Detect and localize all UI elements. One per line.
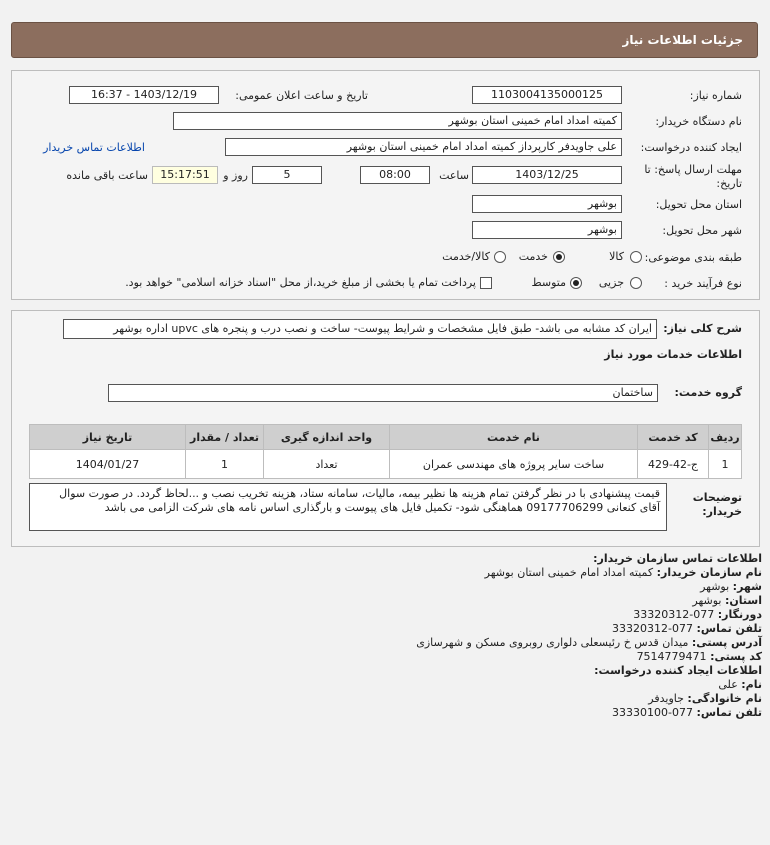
- contact-phone: تلفن تماس: 077-33320312: [612, 622, 762, 635]
- announce-label: تاریخ و ساعت اعلان عمومی:: [235, 89, 368, 102]
- proc-minor-radio[interactable]: [630, 277, 642, 289]
- remaining-label: ساعت باقی مانده: [66, 169, 148, 182]
- contact-title: اطلاعات تماس سازمان خریدار:: [593, 552, 762, 565]
- proc-minor-label: جزیی: [598, 276, 624, 289]
- creator-field: علی جاویدفر کارپرداز کمیته امداد امام خمینی استان بوشهر: [225, 138, 622, 156]
- contact-org: نام سازمان خریدار: کمیته امداد امام خمینی استان بوشهر: [484, 566, 762, 579]
- contact-province: استان: بوشهر: [692, 594, 762, 607]
- creator-label: ایجاد کننده درخواست:: [640, 141, 742, 154]
- notes-label-line1: توضیحات: [692, 491, 742, 504]
- col-code: کد خدمت: [638, 425, 709, 450]
- buyer-org-field: کمیته امداد امام خمینی استان بوشهر: [173, 112, 622, 130]
- category-label: طبقه بندی موضوعی:: [644, 251, 742, 264]
- cell-name: ساخت سایر پروژه های مهندسی عمران: [390, 450, 638, 479]
- cell-code: ج-42-429: [638, 450, 709, 479]
- col-unit: واحد اندازه گیری: [264, 425, 390, 450]
- col-date: تاریخ نیاز: [30, 425, 186, 450]
- announce-field: 1403/12/19 - 16:37: [69, 86, 219, 104]
- creator-title: اطلاعات ایجاد کننده درخواست:: [594, 664, 762, 677]
- province-label: استان محل تحویل:: [655, 198, 742, 211]
- creator-name: نام: علی: [718, 678, 762, 691]
- deadline-date-field: 1403/12/25: [472, 166, 622, 184]
- deadline-time-field: 08:00: [360, 166, 430, 184]
- notes-label: [693, 491, 742, 519]
- cat-service-label: خدمت: [518, 250, 548, 263]
- deadline-label-line1: مهلت ارسال پاسخ: تا: [644, 163, 742, 176]
- cell-row: 1: [709, 450, 742, 479]
- cat-service-radio[interactable]: [553, 251, 565, 263]
- cat-goods-service-label: کالا/خدمت: [442, 250, 490, 263]
- city-label: شهر محل تحویل:: [662, 224, 742, 237]
- deadline-time-label: ساعت: [439, 169, 469, 182]
- service-group-field: ساختمان: [108, 384, 658, 402]
- desc-label: شرح کلی نیاز:: [663, 322, 742, 335]
- col-name: نام خدمت: [390, 425, 638, 450]
- cell-qty: 1: [186, 450, 264, 479]
- page-header: [11, 22, 758, 58]
- process-label: نوع فرآیند خرید :: [664, 277, 742, 290]
- creator-family: نام خانوادگی: جاویدفر: [648, 692, 762, 705]
- proc-medium-label: متوسط: [531, 276, 566, 289]
- services-table: [29, 424, 742, 479]
- contact-city: شهر: بوشهر: [700, 580, 762, 593]
- province-field: بوشهر: [472, 195, 622, 213]
- contact-section: [0, 550, 770, 840]
- page-title: جزئیات اطلاعات نیاز: [622, 33, 743, 47]
- deadline-label-line2: تاریخ:: [716, 177, 742, 190]
- days-label: روز و: [223, 169, 248, 182]
- need-number-label: شماره نیاز:: [689, 89, 742, 102]
- days-field: 5: [252, 166, 322, 184]
- cat-goods-radio[interactable]: [630, 251, 642, 263]
- cat-goods-service-radio[interactable]: [494, 251, 506, 263]
- cell-date: 1404/01/27: [30, 450, 186, 479]
- cat-goods-label: کالا: [609, 250, 624, 263]
- need-number-field: 1103004135000125: [472, 86, 622, 104]
- cell-unit: تعداد: [264, 450, 390, 479]
- table-row: [30, 450, 742, 479]
- contact-address: آدرس پستی: میدان قدس خ رئیسعلی دلواری روبروی مسکن و شهرسازی: [416, 636, 762, 649]
- proc-medium-radio[interactable]: [570, 277, 582, 289]
- desc-field: ایران کد مشابه می باشد- طبق فایل مشخصات و شرایط پیوست- ساخت و نصب درب و پنجره های upvc اداره بوشهر: [63, 319, 657, 339]
- treasury-checkbox[interactable]: [480, 277, 492, 289]
- creator-phone: تلفن تماس: 077-33330100: [612, 706, 762, 719]
- deadline-label: [644, 163, 742, 191]
- table-header-row: [30, 425, 742, 450]
- buyer-org-label: نام دستگاه خریدار:: [655, 115, 742, 128]
- col-row: ردیف: [709, 425, 742, 450]
- contact-fax: دورنگار: 077-33320312: [633, 608, 762, 621]
- services-title: اطلاعات خدمات مورد نیاز: [604, 348, 742, 361]
- city-field: بوشهر: [472, 221, 622, 239]
- service-group-label: گروه خدمت:: [674, 386, 742, 399]
- payment-note: پرداخت تمام یا بخشی از مبلغ خرید،از محل "اسناد خزانه اسلامی" خواهد بود.: [125, 276, 476, 289]
- col-qty: تعداد / مقدار: [186, 425, 264, 450]
- contact-postal: کد پستی: 7514779471: [636, 650, 762, 663]
- remaining-time-field: 15:17:51: [152, 166, 218, 184]
- notes-label-line2: خریدار:: [702, 505, 742, 518]
- buyer-contact-link[interactable]: اطلاعات تماس خریدار: [43, 141, 145, 154]
- notes-field: قیمت پیشنهادی با در نظر گرفتن تمام هزینه ها نظیر بیمه، مالیات، سامانه ستاد، هزینه تخریب نصب و ...لحاظ گردد. در صورت سوال آقای کنعانی 09177706299 هماهنگی شود- تکمیل فایل های پیوست و بارگذاری اساس نامه های شرکت الزامی می باشد: [29, 483, 667, 531]
